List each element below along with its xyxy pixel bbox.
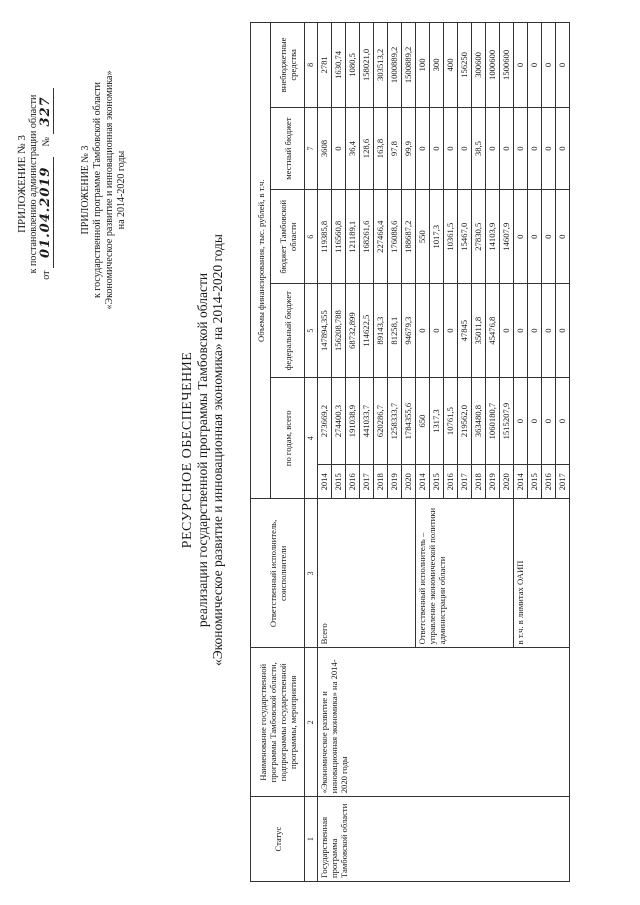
resource-table xyxy=(250,22,570,882)
value-cell: 35011,8 xyxy=(472,284,486,378)
value-cell: 68732,899 xyxy=(346,284,360,378)
table-row xyxy=(318,23,332,882)
value-cell: 1000889,2 xyxy=(388,23,402,108)
value-cell: 47845 xyxy=(458,284,472,378)
year-cell: 2014 xyxy=(318,465,332,499)
value-cell: 0 xyxy=(528,23,542,108)
document-title xyxy=(180,50,225,850)
value-cell: 38,5 xyxy=(472,107,486,189)
year-cell: 2014 xyxy=(514,465,528,499)
value-cell: 14103,9 xyxy=(486,190,500,284)
value-cell: 128,6 xyxy=(360,107,374,189)
year-cell: 2017 xyxy=(458,465,472,499)
value-cell: 176088,6 xyxy=(388,190,402,284)
year-cell: 2019 xyxy=(486,465,500,499)
value-cell: 550 xyxy=(416,190,430,284)
value-cell: 0 xyxy=(514,23,528,108)
value-cell: 0 xyxy=(444,284,458,378)
column-index-cell: 4 xyxy=(305,378,318,499)
value-cell: 100 xyxy=(416,23,430,108)
value-cell: 1784355,6 xyxy=(402,378,416,465)
value-cell: 0 xyxy=(556,190,570,284)
year-cell: 2017 xyxy=(556,465,570,499)
value-cell: 1317,3 xyxy=(430,378,444,465)
value-cell: 97,8 xyxy=(388,107,402,189)
appendix-new-title: ПРИЛОЖЕНИЕ № 3 xyxy=(16,135,28,233)
header-regional: бюджет Тамбовской области xyxy=(271,190,305,284)
decree-header xyxy=(16,34,53,334)
value-cell: 0 xyxy=(416,284,430,378)
header-by-year: по годам, всего xyxy=(271,378,305,499)
value-cell: 1000600 xyxy=(486,23,500,108)
value-cell: 158021,0 xyxy=(360,23,374,108)
value-cell: 15467,0 xyxy=(458,190,472,284)
year-cell: 2015 xyxy=(430,465,444,499)
value-cell: 0 xyxy=(430,107,444,189)
value-cell: 156250 xyxy=(458,23,472,108)
value-cell: 0 xyxy=(528,284,542,378)
year-cell: 2015 xyxy=(332,465,346,499)
value-cell: 3608 xyxy=(318,107,332,189)
value-cell: 0 xyxy=(514,284,528,378)
value-cell: 400 xyxy=(444,23,458,108)
value-cell: 94679,3 xyxy=(402,284,416,378)
value-cell: 0 xyxy=(514,378,528,465)
value-cell: 363480,8 xyxy=(472,378,486,465)
value-cell: 191038,9 xyxy=(346,378,360,465)
year-cell: 2018 xyxy=(472,465,486,499)
title-line-1: РЕСУРСНОЕ ОБЕСПЕЧЕНИЕ xyxy=(180,351,195,549)
value-cell: 36,4 xyxy=(346,107,360,189)
header-federal: федеральный бюджет xyxy=(271,284,305,378)
value-cell: 1515207,9 xyxy=(500,378,514,465)
value-cell: 0 xyxy=(556,284,570,378)
year-cell: 2017 xyxy=(360,465,374,499)
value-cell: 27830,5 xyxy=(472,190,486,284)
year-cell: 2020 xyxy=(402,465,416,499)
header-status: Статус xyxy=(251,797,305,882)
value-cell: 0 xyxy=(528,107,542,189)
value-cell: 156208,788 xyxy=(332,284,346,378)
header-volumes: Объемы финансирования, тыс. рублей, в т.ч. xyxy=(251,23,271,499)
year-cell: 2014 xyxy=(416,465,430,499)
year-cell: 2020 xyxy=(500,465,514,499)
value-cell: 147894,355 xyxy=(318,284,332,378)
year-cell: 2016 xyxy=(346,465,360,499)
year-cell: 2015 xyxy=(528,465,542,499)
value-cell: 0 xyxy=(528,190,542,284)
column-index-cell: 1 xyxy=(305,797,318,882)
number-value: 327 xyxy=(38,88,54,134)
header-extra: внебюджетные средства xyxy=(271,23,305,108)
program-line-1: к государственной программе Тамбовской области xyxy=(92,81,103,299)
value-cell: 10361,5 xyxy=(444,190,458,284)
value-cell: 10761,5 xyxy=(444,378,458,465)
value-cell: 0 xyxy=(500,284,514,378)
value-cell: 0 xyxy=(556,107,570,189)
program-header xyxy=(80,50,128,330)
title-line-2: реализации государственной программы Тамбовской области xyxy=(195,272,210,628)
value-cell: 0 xyxy=(430,284,444,378)
value-cell: 0 xyxy=(542,107,556,189)
value-cell: 650 xyxy=(416,378,430,465)
status-cell: Государственная программа Тамбовской области xyxy=(318,797,570,882)
value-cell: 0 xyxy=(542,23,556,108)
value-cell: 300 xyxy=(430,23,444,108)
program-line-3: на 2014-2020 годы xyxy=(116,150,127,230)
value-cell: 121189,1 xyxy=(346,190,360,284)
executor-cell: Ответственный исполнитель – управление экономической политики администрации области xyxy=(416,499,514,648)
value-cell: 441033,7 xyxy=(360,378,374,465)
value-cell: 1258333,7 xyxy=(388,378,402,465)
value-cell: 163,8 xyxy=(374,107,388,189)
value-cell: 89143,3 xyxy=(374,284,388,378)
value-cell: 81258,1 xyxy=(388,284,402,378)
value-cell: 227466,4 xyxy=(374,190,388,284)
value-cell: 45476,8 xyxy=(486,284,500,378)
table-body xyxy=(318,23,570,882)
column-index-cell: 6 xyxy=(305,190,318,284)
decree-line: к постановлению администрации области xyxy=(28,94,39,274)
document-page xyxy=(10,10,630,890)
value-cell: 116560,8 xyxy=(332,190,346,284)
value-cell: 300600 xyxy=(472,23,486,108)
executor-cell: Всего xyxy=(318,499,416,648)
value-cell: 188687,2 xyxy=(402,190,416,284)
program-line-2: «Экономическое развитие и инновационная экономика» xyxy=(104,70,115,310)
value-cell: 0 xyxy=(486,107,500,189)
value-cell: 0 xyxy=(514,190,528,284)
program-name-cell: «Экономическое развитие и инновационная экономика» на 2014-2020 годы xyxy=(318,648,570,797)
date-prefix: от xyxy=(41,270,52,280)
value-cell: 99,9 xyxy=(402,107,416,189)
value-cell: 0 xyxy=(500,107,514,189)
column-index-cell: 3 xyxy=(305,499,318,648)
year-cell: 2019 xyxy=(388,465,402,499)
value-cell: 273669,2 xyxy=(318,378,332,465)
value-cell: 1017,3 xyxy=(430,190,444,284)
value-cell: 1060180,7 xyxy=(486,378,500,465)
number-prefix: № xyxy=(41,136,52,147)
header-local: местный бюджет xyxy=(271,107,305,189)
column-index-cell: 5 xyxy=(305,284,318,378)
value-cell: 274400,3 xyxy=(332,378,346,465)
value-cell: 168261,6 xyxy=(360,190,374,284)
value-cell: 0 xyxy=(556,378,570,465)
header-executor: Ответственный исполнитель, соисполнители xyxy=(251,499,305,648)
value-cell: 1080,5 xyxy=(346,23,360,108)
header-name: Наименование государственной программы Тамбовской области, подпрограммы государственной программы, мероприятия xyxy=(251,648,305,797)
date-value: 01.04.2019 xyxy=(38,157,54,268)
value-cell: 0 xyxy=(542,378,556,465)
decree-date-line xyxy=(40,34,53,334)
year-cell: 2018 xyxy=(374,465,388,499)
value-cell: 1630,74 xyxy=(332,23,346,108)
value-cell: 620286,7 xyxy=(374,378,388,465)
appendix-old-title: ПРИЛОЖЕНИЕ № 3 xyxy=(80,145,91,235)
value-cell: 0 xyxy=(416,107,430,189)
column-index-cell: 2 xyxy=(305,648,318,797)
value-cell: 303513,2 xyxy=(374,23,388,108)
value-cell: 0 xyxy=(444,107,458,189)
column-index-cell: 7 xyxy=(305,107,318,189)
value-cell: 0 xyxy=(458,107,472,189)
value-cell: 0 xyxy=(514,107,528,189)
value-cell: 0 xyxy=(556,23,570,108)
value-cell: 0 xyxy=(542,190,556,284)
value-cell: 0 xyxy=(542,284,556,378)
value-cell: 119385,8 xyxy=(318,190,332,284)
value-cell: 219562,0 xyxy=(458,378,472,465)
value-cell: 1500889,2 xyxy=(402,23,416,108)
value-cell: 1500600 xyxy=(500,23,514,108)
executor-cell: в т.ч. в лимитах ОАИП xyxy=(514,499,570,648)
value-cell: 14607,9 xyxy=(500,190,514,284)
year-cell: 2016 xyxy=(444,465,458,499)
value-cell: 114622,5 xyxy=(360,284,374,378)
year-cell: 2016 xyxy=(542,465,556,499)
value-cell: 0 xyxy=(528,378,542,465)
value-cell: 0 xyxy=(332,107,346,189)
title-line-3: «Экономическое развитие и инновационная экономика» на 2014-2020 годы xyxy=(210,234,225,666)
column-index-cell: 8 xyxy=(305,23,318,108)
column-index-row xyxy=(305,23,318,882)
value-cell: 2781 xyxy=(318,23,332,108)
